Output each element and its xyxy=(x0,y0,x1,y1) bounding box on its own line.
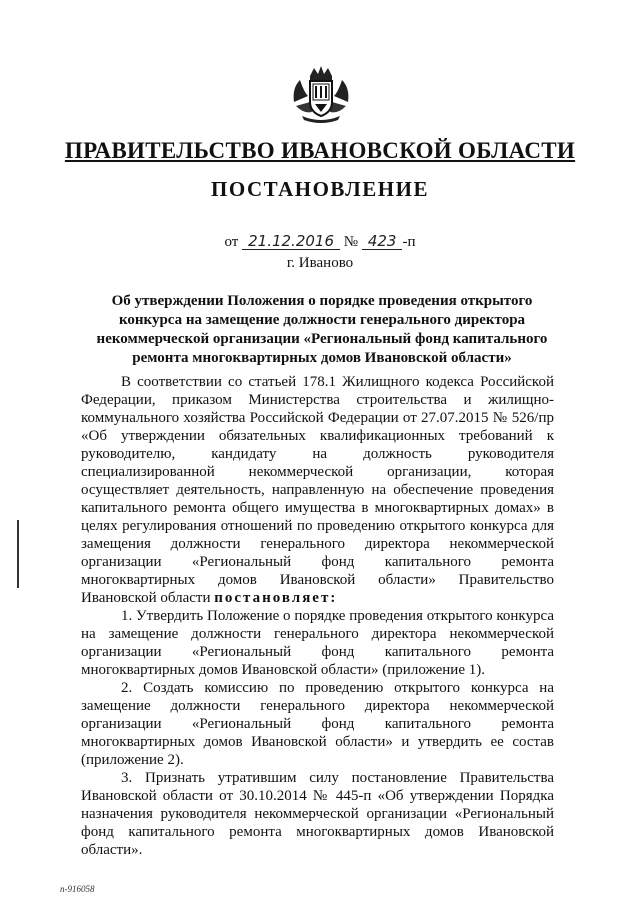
decree-word: постановляет: xyxy=(214,590,338,606)
clause-3: 3. Признать утратившим силу постановление Правительства Ивановской области от 30.10.2014 № 445-п «Об утверждении Порядка назначения руководителя некоммерческой организации «Региональный фонд капитального ремонта многоквартирных домов Ивановской области». xyxy=(81,770,554,858)
document-date: 21.12.2016 xyxy=(242,233,340,250)
date-number-line xyxy=(0,233,640,251)
margin-mark xyxy=(17,520,19,588)
number-sign: № xyxy=(343,234,359,250)
document-type-title: ПОСТАНОВЛЕНИЕ xyxy=(211,177,429,201)
document-body xyxy=(81,373,554,859)
government-title: ПРАВИТЕЛЬСТВО ИВАНОВСКОЙ ОБЛАСТИ xyxy=(64,138,576,163)
clause-1: 1. Утвердить Положение о порядке проведения открытого конкурса на замещение должности генерального директора некоммерческой организации «Региональный фонд капитального ремонта многоквартирных домов Ивановской области» (приложение 1). xyxy=(81,608,554,678)
date-prefix: от xyxy=(224,234,239,250)
preamble-text: В соответствии со статьей 178.1 Жилищного кодекса Российской Федерации, приказом Министерства строительства и жилищно-коммунального хозяйства Российской Федерации от 27.07.2015 № 526/пр «Об утверждении обязательных квалификационных требований к руководителю, кандидату на должность руководителя специализированной некоммерческой организации, которая осуществляет деятельность, направленную на обеспечение проведения капитального ремонта общего имущества в многоквартирных домах» в целях регулирования отношений по проведению открытого конкурса для замещения должности генерального директора некоммерческой организации «Региональный фонд капитального ремонта многоквартирных домов Ивановской области» Правительство Ивановской области xyxy=(81,374,554,606)
preamble-paragraph xyxy=(81,373,554,607)
city-line: г. Иваново xyxy=(286,255,354,271)
clause-2: 2. Создать комиссию по проведению открытого конкурса на замещение должности генерального директора некоммерческой организации «Региональный фонд капитального ремонта многоквартирных домов Ивановской области» и утвердить ее состав (приложение 2). xyxy=(81,680,554,768)
number-suffix: -п xyxy=(402,234,416,250)
document-subject: Об утверждении Положения о порядке проведения открытого конкурса на замещение должности генерального директора некоммерческой организации «Региональный фонд капитального ремонта многоквартирных домов Ивановской области» xyxy=(96,293,548,366)
coat-of-arms-icon xyxy=(290,62,352,124)
footer-code: п-916058 xyxy=(60,884,95,894)
document-number: 423 xyxy=(362,233,403,250)
